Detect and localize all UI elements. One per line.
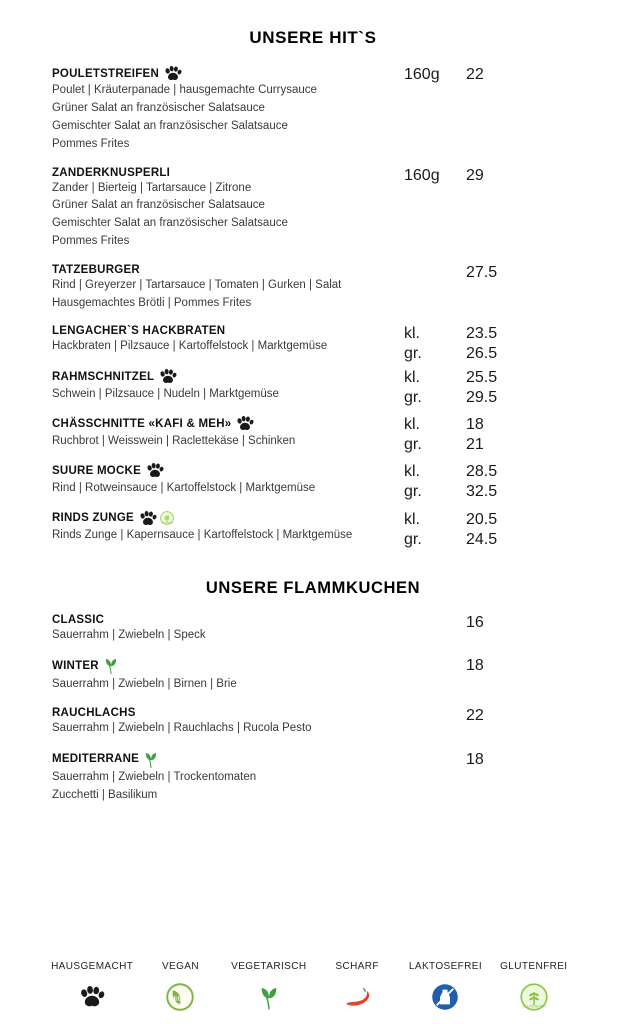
vegetarian-icon [225,980,313,1014]
price-row [404,511,574,528]
menu-item-icons [139,511,174,526]
legend-label: GLUTENFREI [500,961,568,972]
legend-labels [48,961,578,972]
price-value: 18 [466,657,484,675]
paw-icon [139,511,157,526]
menu-item [52,751,574,805]
menu-item [52,416,574,454]
menu-item-name: RINDS ZUNGE [52,512,134,525]
price-size-label: gr. [404,483,422,501]
price-row [404,751,574,768]
menu-item-description: Hackbraten | Pilzsauce | Kartoffelstock | Marktgemüse [52,340,328,353]
legend-icons [48,980,578,1014]
paw-icon [48,980,136,1014]
legend-label: LAKTOSEFREI [408,961,483,972]
price-value: 28.5 [466,463,498,481]
menu-item-description: Sauerrahm | Zwiebeln | Rauchlachs | Rucola Pesto [52,721,312,734]
menu-item [52,510,574,548]
price-row [404,531,574,548]
price-block [404,369,574,406]
menu-item [52,264,574,313]
menu-item-icons [236,416,254,431]
price-value: 29.5 [466,389,498,407]
menu-item-name: CLASSIC [52,613,105,626]
svg-text:GLUTENFREI: GLUTENFREI [522,1004,546,1009]
price-value: 18 [466,750,484,768]
menu-content [52,28,574,805]
menu-item-description: Poulet | Kräuterpanade | hausgemachte Currysauce Grüner Salat an französischer Salatsauce Gemischter Salat an französischer Salatsauce Pommes Frites [52,84,317,150]
menu-item-name: LENGACHER`S HACKBRATEN [52,325,226,338]
price-value: 32.5 [466,483,498,501]
price-value: 18 [466,416,484,434]
price-row [404,167,574,184]
menu-item [52,614,574,645]
menu-item-icons [159,369,177,384]
price-block [404,657,574,674]
menu-item-description: Rind | Rotweinsauce | Kartoffelstock | Marktgemüse [52,481,316,494]
paw-icon [146,463,164,478]
svg-text:VEGAN: VEGAN [170,996,191,1003]
price-row [404,657,574,674]
menu-item-name: MEDITERRANE [52,753,140,766]
price-row [404,264,574,281]
section-title: UNSERE HIT`S [249,28,377,47]
menu-item-icons [146,463,164,478]
price-row [404,389,574,406]
menu-item-icons [164,66,182,81]
menu-item-name: SUURE MOCKE [52,465,142,478]
menu-item-description: Rinds Zunge | Kapernsauce | Kartoffelstock | Marktgemüse [52,528,353,541]
price-row [404,369,574,386]
price-block [404,416,574,453]
price-row [404,614,574,631]
price-block [404,511,574,548]
price-size-label: gr. [404,530,422,548]
price-block [404,264,574,281]
price-row [404,66,574,83]
menu-item [52,657,574,693]
price-block [404,463,574,500]
menu-item-name: RAHMSCHNITZEL [52,370,155,383]
price-value: 23.5 [466,325,498,343]
menu-item [52,463,574,501]
section-title: UNSERE FLAMMKUCHEN [205,578,421,597]
price-size-label: gr. [404,389,422,407]
legend-label: HAUSGEMACHT [51,961,134,972]
menu-item [52,707,574,738]
vegetarian-icon [104,657,118,675]
menu-item-name: RAUCHLACHS [52,706,136,719]
price-value: 20.5 [466,510,498,528]
price-size-label: kl. [404,463,420,481]
price-value: 25.5 [466,369,498,387]
price-block [404,751,574,768]
menu-item-description: Rind | Greyerzer | Tartarsauce | Tomaten | Gurken | Salat Hausgemachtes Brötli | Pommes Frites [52,278,342,309]
price-size-label: gr. [404,345,422,363]
lactosefree-icon [401,980,489,1014]
price-row [404,436,574,453]
menu-item-description: Ruchbrot | Weisswein | Raclettekäse | Schinken [52,434,296,447]
price-row [404,345,574,362]
price-size-label: kl. [404,369,420,387]
paw-icon [236,416,254,431]
menu-item-name: CHÄSSCHNITTE «KAFI & MEH» [52,417,232,430]
paw-icon [159,369,177,384]
price-value: 26.5 [466,345,498,363]
legend [0,961,626,1014]
glutenfree-icon [490,980,578,1014]
menu-item-description: Sauerrahm | Zwiebeln | Speck [52,628,206,641]
price-size-label: 160g [404,166,440,184]
legend-label: SCHARF [335,961,379,972]
svg-text:GLUTENFREI: GLUTENFREI [161,522,173,525]
menu-item-name: TATZEBURGER [52,263,140,276]
price-row [404,416,574,433]
price-row [404,325,574,342]
price-value: 29 [466,166,484,184]
paw-icon [164,66,182,81]
menu-item [52,167,574,251]
menu-item-name: POULETSTREIFEN [52,67,160,80]
price-value: 21 [466,436,484,454]
menu-item-icons [104,657,118,675]
price-row [404,483,574,500]
menu-item [52,325,574,363]
price-size-label: kl. [404,416,420,434]
legend-label: VEGETARISCH [231,961,307,972]
price-block [404,66,574,83]
menu-item-description: Sauerrahm | Zwiebeln | Trockentomaten Zucchetti | Basilikum [52,771,257,801]
legend-label: VEGAN [161,961,199,972]
price-value: 24.5 [466,530,498,548]
menu-item-description: Zander | Bierteig | Tartarsauce | Zitrone Grüner Salat an französischer Salatsauce Gemischter Salat an französischer Salatsauce Pommes Frites [52,181,288,247]
price-row [404,707,574,724]
menu-item [52,66,574,154]
price-size-label: kl. [404,510,420,528]
price-size-label: gr. [404,436,422,454]
menu-item-description: Sauerrahm | Zwiebeln | Birnen | Brie [52,677,237,690]
vegetarian-icon [144,751,158,769]
menu-item [52,369,574,407]
price-size-label: kl. [404,325,420,343]
price-value: 27.5 [466,263,498,281]
menu-item-icons [144,751,158,769]
price-block [404,707,574,724]
menu-item-name: ZANDERKNUSPERLI [52,166,171,179]
chili-icon [313,980,401,1014]
price-block [404,614,574,631]
price-block [404,167,574,184]
vegan-icon [136,980,224,1014]
menu-item-name: WINTER [52,660,99,673]
price-value: 22 [466,66,484,83]
price-size-label: 160g [404,66,440,83]
price-value: 22 [466,706,484,724]
price-value: 16 [466,613,484,631]
menu-item-description: Schwein | Pilzsauce | Nudeln | Marktgemüse [52,387,279,400]
price-row [404,463,574,480]
price-block [404,325,574,362]
glutenfree-icon [160,511,174,525]
